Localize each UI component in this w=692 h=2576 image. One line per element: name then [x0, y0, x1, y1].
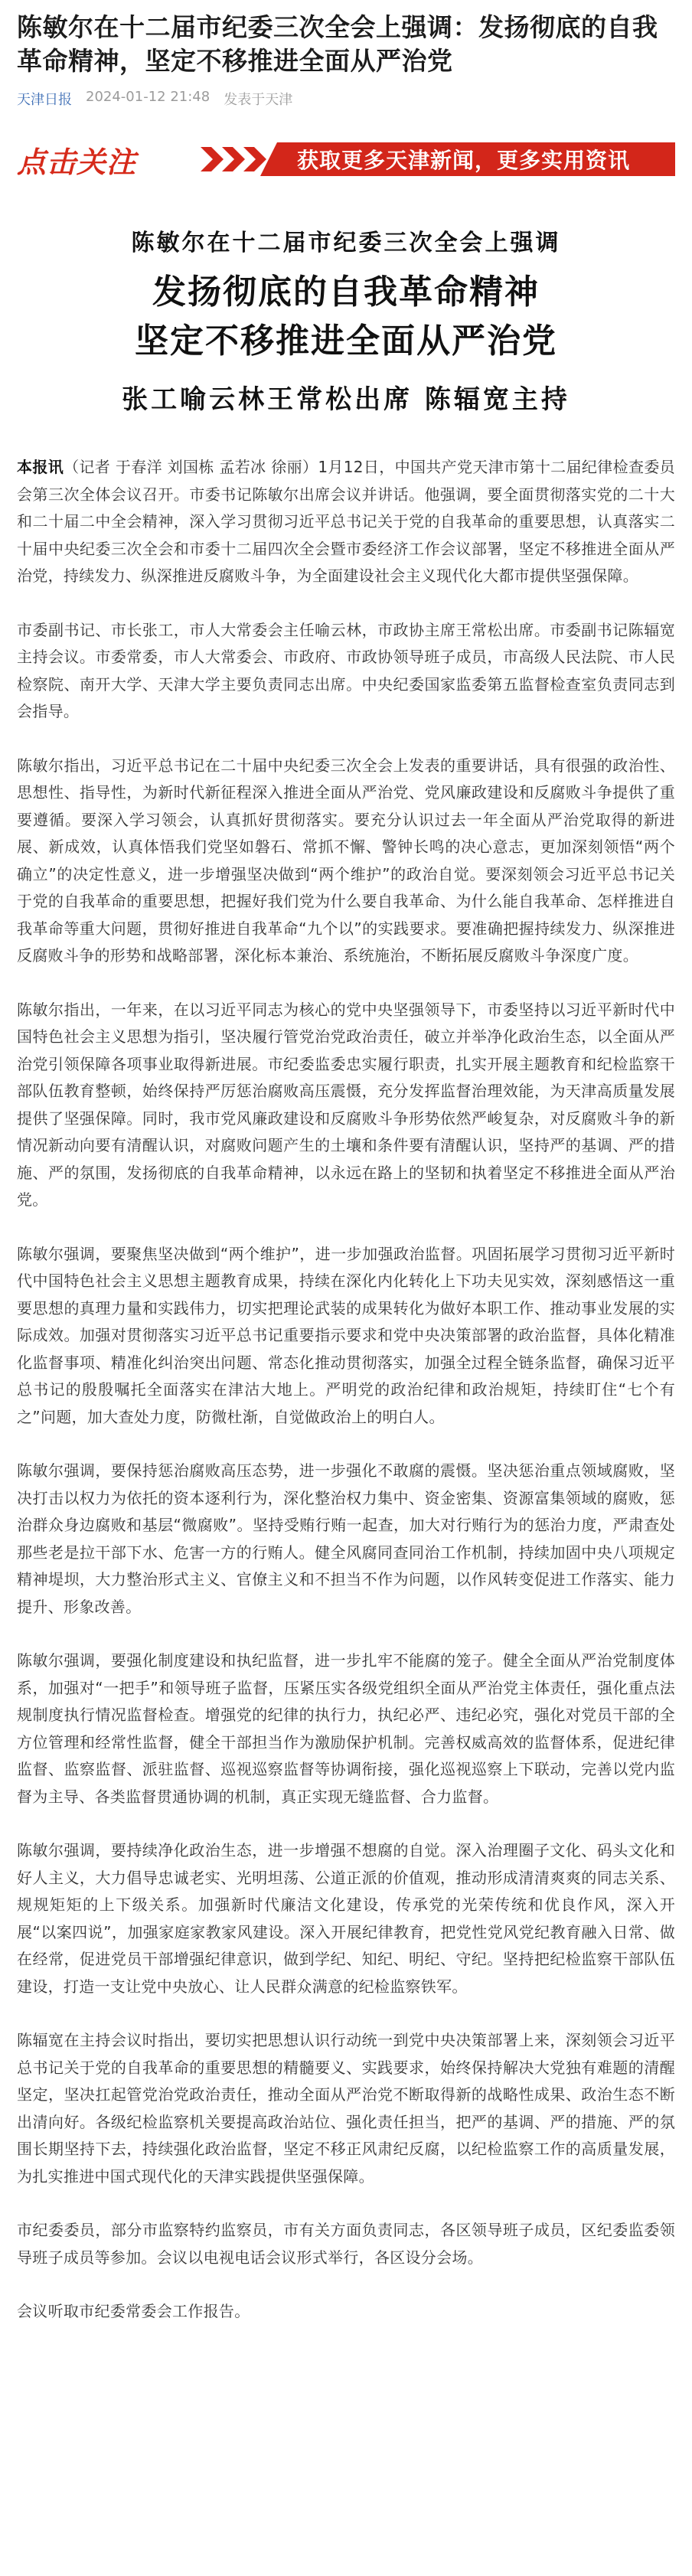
paragraph: 市纪委委员，部分市监察特约监察员，市有关方面负责同志，各区领导班子成员，区纪委监委领导班子成员等参加。会议以电视电话会议形式举行，各区设分会场。 [17, 2221, 675, 2267]
paragraph: 陈敏尔指出，习近平总书记在二十届中央纪委三次全会上发表的重要讲话，具有很强的政治性、思想性、指导性，为新时代新征程深入推进全面从严治党、党风廉政建设和反腐败斗争提供了重要遵循。要深入学习领会，认真抓好贯彻落实。要充分认识过去一年全面从严治党取得的新进展、新成效，认真体悟我们党坚如磐石、常抓不懈、警钟长鸣的决心意志，更加深刻领悟“两个确立”的决定性意义，进一步增强坚决做到“两个维护”的政治自觉。要深刻领会习近平总书记关于党的自我革命的重要思想，把握好我们党为什么要自我革命、为什么能自我革命、怎样推进自我革命等重大问题，贯彻好推进自我革命“九个以”的实践要求。要准确把握持续发力、纵深推进反腐败斗争的形势和战略部署，深化标本兼治、系统施治，不断拓展反腐败斗争深度广度。 [17, 756, 675, 965]
headline-pre: 陈敏尔在十二届市纪委三次全会上强调 [131, 230, 561, 256]
article-body [17, 454, 675, 2326]
paragraph: 陈辐宽在主持会议时指出，要切实把思想认识行动统一到党中央决策部署上来，深刻领会习近平总书记关于党的自我革命的重要思想的精髓要义、实践要求，始终保持解决大党独有难题的清醒坚定，坚决扛起管党治党政治责任，推动全面从严治党不断取得新的战略性成果、政治生态不断出清向好。各级纪检监察机关要提高政治站位、强化责任担当，把严的基调、严的措施、严的氛围长期坚持下去，持续强化政治监督，坚定不移正风肃纪反腐，以纪检监察工作的高质量发展，为扎实推进中国式现代化的天津实践提供坚强保障。 [17, 2031, 675, 2186]
article-meta [17, 89, 675, 109]
article-title: 陈敏尔在十二届市纪委三次全会上强调：发扬彻底的自我革命精神，坚定不移推进全面从严治党 [17, 12, 658, 76]
headline-sub: 张工喻云林王常松出席 陈辐宽主持 [122, 384, 570, 415]
banner-message: 获取更多天津新闻，更多实用资讯 [277, 142, 675, 176]
paragraph: 陈敏尔强调，要持续净化政治生态，进一步增强不想腐的自觉。深入治理圈子文化、码头文化和好人主义，大力倡导忠诚老实、光明坦荡、公道正派的价值观，推动形成清清爽爽的同志关系、规规矩矩的上下级关系。加强新时代廉洁文化建设，传承党的光荣传统和优良作风，深入开展“以案四说”，加强家庭家教家风建设。深入开展纪律教育，把党性党风党纪教育融入日常、做在经常，促进党员干部增强纪律意识，做到学纪、知纪、明纪、守纪。坚持把纪检监察干部队伍建设，打造一支让党中央放心、让人民群众满意的纪检监察铁军。 [17, 1841, 675, 1996]
paragraph: 会议听取市纪委常委会工作报告。 [17, 2302, 250, 2320]
article-headline [17, 224, 675, 416]
headline-main [17, 268, 675, 366]
paragraph: 市委副书记、市长张工，市人大常委会主任喻云林，市政协主席王常松出席。市委副书记陈辐宽主持会议。市委常委，市人大常委会、市政府、市政协领导班子成员，市高级人民法院、市人民检察院、南开大学、天津大学主要负责同志出席。中央纪委国家监委第五监督检查室负责同志到会指导。 [17, 620, 675, 720]
paragraph [17, 454, 675, 590]
paragraph: 陈敏尔强调，要聚焦坚决做到“两个维护”，进一步加强政治监督。巩固拓展学习贯彻习近平新时代中国特色社会主义思想主题教育成果，持续在深化内化转化上下功夫见实效，深刻感悟这一重要思想的真理力量和实践伟力，切实把理论武装的成果转化为做好本职工作、推动事业发展的实际成效。加强对贯彻落实习近平总书记重要指示要求和党中央决策部署的政治监督，具体化精准化监督事项、精准化纠治突出问题、常态化推动贯彻落实，加强全过程全链条监督，确保习近平总书记的殷殷嘱托全面落实在津沽大地上。严明党的政治纪律和政治规矩，持续盯住“七个有之”问题，加大查处力度，防微杜渐，自觉做政治上的明白人。 [17, 1244, 675, 1426]
paragraph-lead: 本报讯 [17, 458, 64, 476]
publish-timestamp: 2024-01-12 21:48 [86, 89, 211, 105]
headline-main-line2: 坚定不移推进全面从严治党 [135, 322, 557, 361]
paragraph: 陈敏尔强调，要保持惩治腐败高压态势，进一步强化不敢腐的震慑。坚决惩治重点领域腐败，坚决打击以权力为依托的资本逐利行为，深化整治权力集中、资金密集、资源富集领域的腐败，惩治群众身边腐败和基层“微腐败”。坚持受贿行贿一起查，加大对行贿行为的惩治力度，严肃查处那些老是拉干部下水、危害一方的行贿人。健全风腐同查同治工作机制，持续加固中央八项规定精神堤坝，大力整治形式主义、官僚主义和不担当不作为问题，以作风转变促进工作落实、能力提升、形象改善。 [17, 1461, 675, 1616]
follow-banner[interactable] [17, 139, 675, 179]
headline-main-line1: 发扬彻底的自我革命精神 [152, 273, 540, 312]
paragraph-text: （记者 于春洋 刘国栋 孟若冰 徐丽）1月12日，中国共产党天津市第十二届纪律检查委员会第三次全体会议召开。市委书记陈敏尔出席会议并讲话。他强调，要全面贯彻落实党的二十大和二十届二中全会精神，深入学习贯彻习近平总书记关于党的自我革命的重要思想，认真落实二十届中央纪委三次全会和市委十二届四次全会暨市委经济工作会议部署，坚定不移推进全面从严治党，持续发力、纵深推进反腐败斗争，为全面建设社会主义现代化大都市提供坚强保障。 [17, 458, 675, 585]
follow-cta-text: 点击关注 [17, 144, 137, 179]
paragraph: 陈敏尔指出，一年来，在以习近平同志为核心的党中央坚强领导下，市委坚持以习近平新时代中国特色社会主义思想为指引，坚决履行管党治党政治责任，破立并举净化政治生态，以全面从严治党引领保障各项事业取得新进展。市纪委监委忠实履行职责，扎实开展主题教育和纪检监察干部队伍教育整顿，始终保持严厉惩治腐败高压震慑，充分发挥监督治理效能，为天津高质量发展提供了坚强保障。同时，我市党风廉政建设和反腐败斗争形势依然严峻复杂，对反腐败斗争的新情况新动向要有清醒认识，对腐败问题产生的土壤和条件要有清醒认识，坚持严的基调、严的措施、严的氛围，发扬彻底的自我革命精神，以永远在路上的坚韧和执着坚定不移推进全面从严治党。 [17, 1000, 675, 1209]
follow-cta[interactable] [17, 139, 201, 179]
publish-location: 发表于天津 [224, 92, 293, 108]
paragraph: 陈敏尔强调，要强化制度建设和执纪监督，进一步扎牢不能腐的笼子。健全全面从严治党制度体系，加强对“一把手”和领导班子监督，压紧压实各级党组织全面从严治党主体责任，强化重点法规制度执行情况监督检查。增强党的纪律的执行力，执纪必严、违纪必究，强化对党员干部的全方位管理和经常性监督，健全干部担当作为激励保护机制。完善权威高效的监督体系，促进纪律监督、监察监督、派驻监督、巡视巡察监督等协调衔接，强化巡视巡察上下联动，完善以党内监督为主导、各类监督贯通协调的机制，真正实现无缝监督、合力监督。 [17, 1651, 675, 1806]
source-link[interactable]: 天津日报 [17, 92, 72, 108]
